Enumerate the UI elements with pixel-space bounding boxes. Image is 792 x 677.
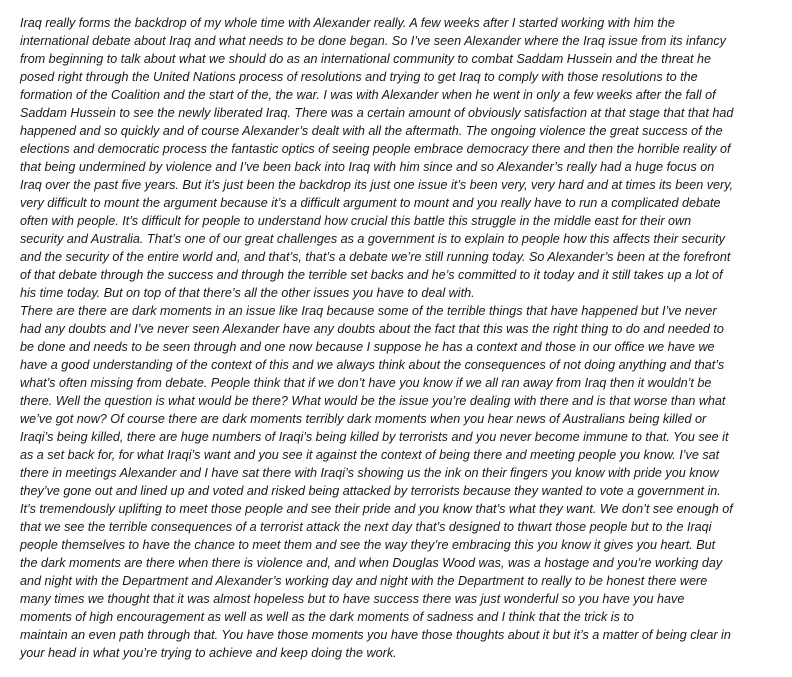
document-body [20,14,772,662]
paragraph-iraq-backdrop: Iraq really forms the backdrop of my whole time with Alexander really. A few weeks after I started working with him the international debate about Iraq and what needs to be done began. So I’ve seen Alexander where the Iraq issue from its infancy from beginning to talk about what we should do as an international community to combat Saddam Hussein and the threat he posed right through the United Nations process of resolutions and trying to get Iraq to comply with those resolutions to the formation of the Coalition and the start of the, the war. I was with Alexander when he went in only a few weeks after the fall of Saddam Hussein to see the newly liberated Iraq. There was a certain amount of obviously satisfaction at that stage that that had happened and so quickly and of course Alexander’s dealt with all the aftermath. The ongoing violence the great success of the elections and democratic process the fantastic optics of seeing people embrace democracy there and then the horrible reality of that being undermined by violence and I’ve been back into Iraq with him since and so Alexander’s really had a huge focus on Iraq over the past five years. But it’s just been the backdrop its just one issue it’s been very, very hard and at times its been very, very difficult to mount the argument because it’s a difficult argument to mount and you really have to run a complicated debate often with people. It’s difficult for people to understand how crucial this battle this struggle in the middle east for their own security and Australia. That’s one of our great challenges as a government is to explain to people how this affects their security and the security of the entire world and, and that’s, that’s a debate we’re still running today. So Alexander’s been at the forefront of that debate through the success and through the terrible set backs and he’s committed to it today and it still takes up a lot of his time today. But on top of that there’s all the other issues you have to deal with. [20,16,734,300]
paragraph-dark-moments: There are there are dark moments in an issue like Iraq because some of the terrible things that have happened but I’ve never had any doubts and I’ve never seen Alexander have any doubts about the fact that this was the right thing to do and needed to be done and needs to be seen through and one now because I suppose he has a context and those in our office we have we have a good understanding of the context of this and we always think about the consequences of not doing anything and that’s what’s often missing from debate. People think that if we don’t have you know if we all ran away from Iraq then it wouldn’t be there. Well the question is what would be there? What would be the issue you’re dealing with there and is that worse than what we’ve got now? Of course there are dark moments terribly dark moments when you hear news of Australians being killed or Iraqi’s being killed, there are huge numbers of Iraqi’s being killed by terrorists and you never become immune to that. You see it as a set back for, for what Iraqi’s want and you see it against the context of being there and meeting people you know. I’ve sat there in meetings Alexander and I have sat there with Iraqi’s showing us the ink on their fingers you know with pride you know they’ve gone out and lined up and voted and risked being attacked by terrorists because they wanted to vote a government in. It’s tremendously uplifting to meet those people and see their pride and you know that’s what they want. We don’t see enough of that we see the terrible consequences of a terrorist attack the next day that’s designed to thwart those people but to the Iraqi people themselves to have the chance to meet them and see the way they’re embracing this you know it gives you heart. But the dark moments are there when there is violence and, and when Douglas Wood was, was a hostage and you’re working day and night with the Department and Alexander’s working day and night with the Department to really to be honest there were many times we thought that it was almost hopeless but to have success there was just wonderful so you have you have moments of high encouragement as well as well as the dark moments of sadness and I think that the trick is to maintain an even path through that. You have those moments you have those thoughts about it but it’s a matter of being clear in your head in what you’re trying to achieve and keep doing the work. [20,304,733,660]
